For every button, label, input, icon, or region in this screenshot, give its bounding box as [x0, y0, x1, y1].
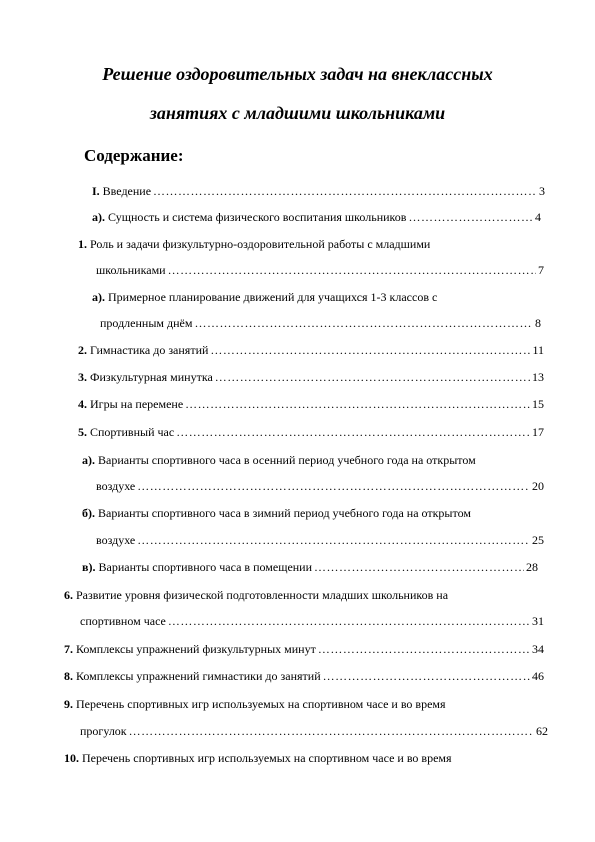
toc-dot-leader	[408, 209, 533, 225]
toc-entry	[96, 532, 544, 548]
toc-entry	[78, 424, 544, 440]
toc-entry-text: школьниками	[96, 263, 166, 277]
toc-dot-leader	[137, 532, 530, 548]
toc-dot-leader	[168, 262, 536, 278]
toc-dot-leader	[129, 723, 534, 739]
toc-entry	[78, 236, 520, 252]
toc-entry-text: прогулок	[80, 724, 127, 738]
toc-dot-leader	[323, 668, 530, 684]
toc-entry-text: воздухе	[96, 479, 136, 493]
toc-entry	[64, 696, 520, 712]
toc-entry-text: Введение	[102, 184, 152, 198]
toc-entry-text: Варианты спортивного часа в осенний период учебного года на открытом	[98, 453, 476, 467]
toc-entry-text: спортивном часе	[80, 614, 166, 628]
toc-entry-text: Варианты спортивного часа в зимний период учебного года на открытом	[98, 506, 471, 520]
toc-dot-leader	[210, 342, 530, 358]
toc-entry-number: а).	[92, 290, 105, 304]
toc-entry-number: 10.	[64, 751, 79, 765]
toc-page-number: 34	[532, 642, 544, 656]
toc-page-number: 8	[535, 316, 541, 330]
toc-entry-text: Сущность и система физического воспитания школьников	[108, 210, 407, 224]
contents-heading: Содержание:	[84, 146, 184, 165]
toc-entry-number: 6.	[64, 588, 73, 602]
title-line-2: занятиях с младшими школьниками	[149, 103, 446, 123]
toc-entry-text: Роль и задачи физкультурно-оздоровительной работы с младшими	[90, 237, 431, 251]
toc-entry-text: Физкультурная минутка	[90, 370, 213, 384]
toc-entry-number: 7.	[64, 642, 73, 656]
toc-entry	[80, 723, 548, 739]
toc-page-number: 46	[532, 669, 544, 683]
toc-entry-number: 2.	[78, 343, 87, 357]
toc-entry	[78, 396, 544, 412]
toc-entry	[82, 505, 545, 521]
toc-entry	[96, 262, 544, 278]
toc-page-number: 11	[532, 343, 544, 357]
toc-page-number: 20	[532, 479, 544, 493]
toc-entry-number: 1.	[78, 237, 87, 251]
toc-entry	[96, 478, 544, 494]
toc-entry-text: Примерное планирование движений для учащихся 1-3 классов с	[108, 290, 438, 304]
title-line-1: Решение оздоровительных задач на внеклассных	[102, 64, 493, 84]
toc-entry	[78, 342, 544, 358]
toc-entry-text: Спортивный час	[90, 425, 175, 439]
toc-entry	[64, 641, 544, 657]
toc-entry-number: в).	[82, 560, 96, 574]
toc-entry	[64, 750, 520, 766]
toc-page-number: 17	[532, 425, 544, 439]
toc-entry-number: 4.	[78, 397, 87, 411]
toc-entry-text: Варианты спортивного часа в помещении	[98, 560, 313, 574]
toc-entry	[78, 369, 544, 385]
toc-entry	[92, 183, 545, 199]
toc-entry-number: 3.	[78, 370, 87, 384]
toc-entry	[92, 289, 520, 305]
toc-entry-text: Гимнастика до занятий	[90, 343, 209, 357]
toc-page-number: 3	[539, 184, 545, 198]
toc-entry-number: 5.	[78, 425, 87, 439]
toc-page-number: 62	[536, 724, 548, 738]
toc-dot-leader	[318, 641, 530, 657]
toc-page-number: 28	[526, 560, 538, 574]
toc-page-number: 4	[535, 210, 541, 224]
toc-entry	[100, 315, 541, 331]
toc-page-number: 31	[532, 614, 544, 628]
toc-entry-text: Перечень спортивных игр используемых на спортивном часе и во время	[82, 751, 452, 765]
toc-page-number: 15	[532, 397, 544, 411]
toc-entry-number: 8.	[64, 669, 73, 683]
toc-entry	[64, 587, 520, 603]
toc-page-number: 13	[532, 370, 544, 384]
toc-dot-leader	[194, 315, 533, 331]
toc-dot-leader	[176, 424, 530, 440]
toc-entry-number: а).	[82, 453, 95, 467]
toc-entry-text: Развитие уровня физической подготовленности младших школьников на	[76, 588, 449, 602]
toc-entry	[80, 613, 544, 629]
toc-page-number: 25	[532, 533, 544, 547]
toc-entry-number: I.	[92, 184, 100, 198]
toc-entry-text: Комплексы упражнений гимнастики до занятий	[76, 669, 321, 683]
toc-dot-leader	[185, 396, 530, 412]
toc-dot-leader	[168, 613, 530, 629]
toc-entry	[64, 668, 544, 684]
toc-entry-text: воздухе	[96, 533, 136, 547]
toc-entry-text: Перечень спортивных игр используемых на спортивном часе и во время	[76, 697, 446, 711]
toc-entry-text: продленным днём	[100, 316, 193, 330]
toc-entry-number: а).	[92, 210, 105, 224]
toc-entry	[82, 559, 538, 575]
toc-dot-leader	[153, 183, 537, 199]
toc-page-number: 7	[538, 263, 544, 277]
toc-dot-leader	[215, 369, 530, 385]
toc-entry	[92, 209, 541, 225]
toc-entry	[82, 452, 545, 468]
toc-dot-leader	[314, 559, 524, 575]
toc-entry-number: б).	[82, 506, 95, 520]
toc-entry-number: 9.	[64, 697, 73, 711]
toc-dot-leader	[137, 478, 530, 494]
toc-entry-text: Игры на перемене	[90, 397, 184, 411]
toc-entry-text: Комплексы упражнений физкультурных минут	[76, 642, 316, 656]
